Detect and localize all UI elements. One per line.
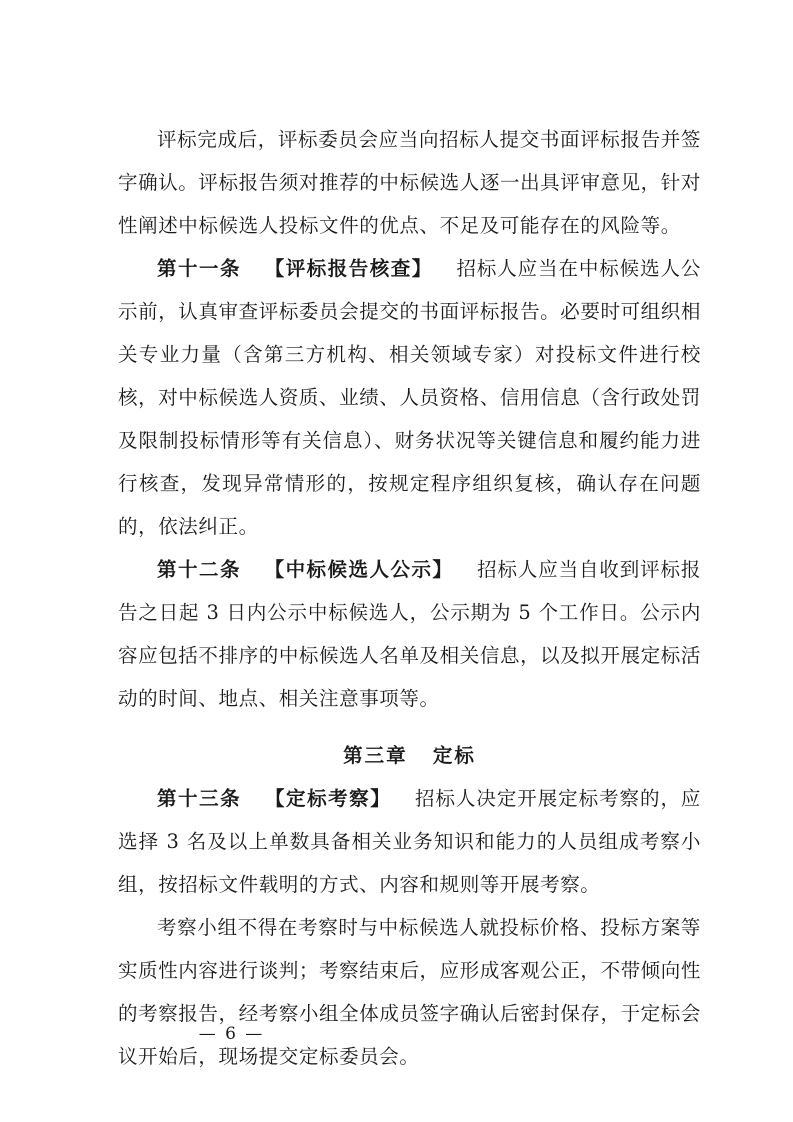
paragraph-5: 考察小组不得在考察时与中标候选人就投标价格、投标方案等实质性内容进行谈判；考察结束后，应形成客观公正，不带倾向性的考察报告，经考察小组全体成员签字确认后密封保存，于定标会议开始后，现场提交定标委员会。 — [118, 916, 701, 1068]
article-body-12: 招标人应当自收到评标报告之日起 3 日内公示中标候选人，公示期为 5 个工作日。公示内容应包括不排序的中标候选人名单及相关信息，以及拟开展定标活动的时间、地点、相关注意事项等。 — [118, 558, 701, 710]
article-number-13: 第十三条 — [157, 787, 242, 810]
paragraph-article-11 — [118, 247, 701, 548]
article-title-12: 【中标候选人公示】 — [264, 558, 454, 581]
article-body-13: 招标人决定开展定标考察的，应选择 3 名及以上单数具备相关业务知识和能力的人员组成考察小组，按招标文件载明的方式、内容和规则等开展考察。 — [118, 787, 701, 896]
article-title-11: 【评标报告核查】 — [264, 257, 433, 280]
paragraph-article-12 — [118, 548, 701, 720]
article-number-11: 第十一条 — [157, 257, 242, 280]
page-number: — 6 — — [198, 1024, 265, 1044]
chapter-heading — [118, 720, 701, 777]
document-body — [118, 118, 701, 1078]
article-body-11: 招标人应当在中标候选人公示前，认真审查评标委员会提交的书面评标报告。必要时可组织相关专业力量（含第三方机构、相关领域专家）对投标文件进行校核，对中标候选人资质、业绩、人员资格、信用信息（含行政处罚及限制投标情形等有关信息）、财务状况等关键信息和履约能力进行核查，发现异常情形的，按规定程序组织复核，确认存在问题的，依法纠正。 — [118, 257, 701, 538]
article-title-13: 【定标考察】 — [264, 787, 392, 810]
chapter-label: 第三章 — [343, 744, 408, 767]
article-number-12: 第十二条 — [157, 558, 241, 581]
paragraph-1: 评标完成后，评标委员会应当向招标人提交书面评标报告并签字确认。评标报告须对推荐的中标候选人逐一出具评审意见，针对性阐述中标候选人投标文件的优点、不足及可能存在的风险等。 — [118, 128, 701, 237]
chapter-title: 定标 — [432, 744, 476, 767]
page-footer — [0, 1024, 793, 1044]
paragraph-article-13 — [118, 777, 701, 906]
